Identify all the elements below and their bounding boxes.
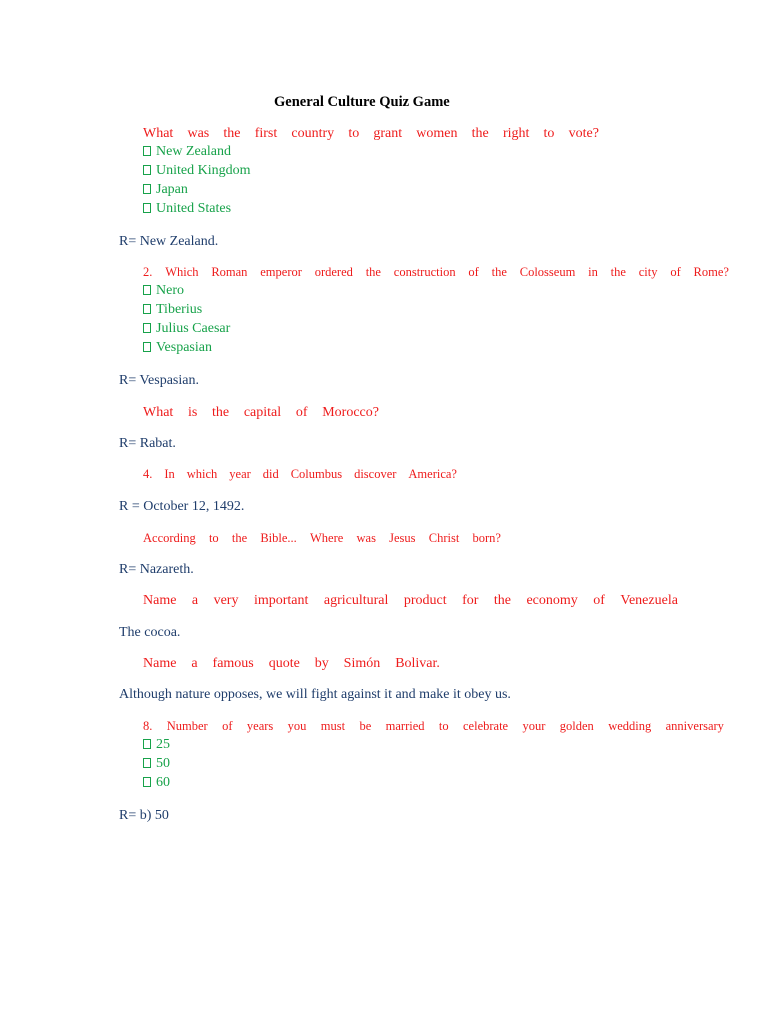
question-word: you [287, 719, 307, 733]
option-q2-4 [143, 341, 212, 355]
option-label: 50 [156, 756, 170, 771]
option-label: United States [156, 201, 232, 216]
question-6 [143, 594, 678, 608]
question-word: vote? [568, 126, 599, 141]
answer-1: R= New Zealand. [119, 234, 219, 249]
question-word: of [593, 593, 605, 608]
question-word: celebrate [463, 719, 509, 733]
question-word: of [468, 265, 479, 279]
question-word: in [588, 265, 598, 279]
question-word: What [143, 405, 174, 420]
checkbox-icon [143, 165, 151, 175]
option-label: Julius Caesar [156, 321, 231, 336]
question-word: did [262, 467, 279, 481]
question-word: Venezuela [620, 593, 678, 608]
question-word: famous [212, 656, 254, 671]
question-word: to [208, 531, 219, 545]
option-q8-2 [143, 757, 170, 771]
question-word: the [491, 265, 507, 279]
option-label: United Kingdom [156, 163, 251, 178]
question-word: which [186, 467, 218, 481]
question-word: years [246, 719, 274, 733]
question-word: the [212, 405, 230, 420]
question-word: In [164, 467, 175, 481]
answer-5: R= Nazareth. [119, 562, 194, 577]
question-word: was [356, 531, 376, 545]
question-word: Rome? [693, 265, 729, 279]
question-word: America? [408, 467, 457, 481]
question-word: 4. [143, 467, 153, 481]
question-word: Roman [211, 265, 248, 279]
option-q1-2 [143, 164, 251, 178]
question-word: was [187, 126, 210, 141]
question-word: of [295, 405, 308, 420]
checkbox-icon [143, 739, 151, 749]
question-2 [143, 266, 729, 279]
checkbox-icon [143, 304, 151, 314]
question-word: wedding [608, 719, 652, 733]
question-word: product [403, 593, 447, 608]
option-q8-1 [143, 738, 170, 752]
question-word: married [385, 719, 425, 733]
question-word: golden [559, 719, 594, 733]
checkbox-icon [143, 203, 151, 213]
question-word: According [143, 531, 196, 545]
question-word: Bolivar. [395, 656, 440, 671]
answer-2: R= Vespasian. [119, 373, 199, 388]
question-word: country [291, 126, 335, 141]
question-word: to [543, 126, 555, 141]
option-label: Tiberius [156, 302, 203, 317]
question-word: Simón [343, 656, 381, 671]
answer-7: Although nature opposes, we will fight against it and make it obey us. [119, 687, 511, 702]
option-q8-3 [143, 776, 170, 790]
question-word: born? [472, 531, 501, 545]
question-word: must [320, 719, 346, 733]
question-word: What [143, 126, 174, 141]
question-word: the [471, 126, 489, 141]
question-word: agricultural [323, 593, 389, 608]
answer-8: R= b) 50 [119, 808, 169, 823]
question-word: of [222, 719, 233, 733]
checkbox-icon [143, 323, 151, 333]
question-word: grant [373, 126, 403, 141]
question-3 [143, 406, 379, 420]
question-word: for [462, 593, 479, 608]
question-word: ordered [314, 265, 353, 279]
checkbox-icon [143, 342, 151, 352]
option-q2-1 [143, 284, 184, 298]
option-label: Vespasian [156, 340, 212, 355]
question-word: discover [354, 467, 397, 481]
question-word: by [314, 656, 329, 671]
question-word: right [502, 126, 530, 141]
question-word: your [522, 719, 546, 733]
question-word: Bible... [260, 531, 297, 545]
question-word: first [254, 126, 278, 141]
checkbox-icon [143, 285, 151, 295]
question-word: economy [526, 593, 578, 608]
question-word: the [231, 531, 248, 545]
question-word: a [191, 656, 198, 671]
question-word: very [213, 593, 239, 608]
option-q1-3 [143, 183, 188, 197]
question-word: 2. [143, 265, 153, 279]
answer-6: The cocoa. [119, 625, 181, 640]
question-word: city [638, 265, 658, 279]
page-title: General Culture Quiz Game [274, 94, 450, 110]
question-word: anniversary [665, 719, 724, 733]
option-label: New Zealand [156, 144, 232, 159]
option-q1-1 [143, 145, 231, 159]
option-label: Japan [156, 182, 188, 197]
question-word: women [416, 126, 458, 141]
question-word: the [610, 265, 626, 279]
question-word: be [359, 719, 372, 733]
question-word: capital [243, 405, 282, 420]
checkbox-icon [143, 184, 151, 194]
checkbox-icon [143, 777, 151, 787]
answer-4: R = October 12, 1492. [119, 499, 245, 514]
option-q1-4 [143, 202, 231, 216]
question-word: Christ [428, 531, 460, 545]
question-word: the [365, 265, 381, 279]
question-word: Jesus [389, 531, 416, 545]
option-q2-2 [143, 303, 202, 317]
question-word: important [253, 593, 309, 608]
answer-3: R= Rabat. [119, 436, 176, 451]
question-7 [143, 657, 440, 671]
option-q2-3 [143, 322, 230, 336]
checkbox-icon [143, 758, 151, 768]
question-word: is [188, 405, 198, 420]
option-label: Nero [156, 283, 184, 298]
question-word: the [493, 593, 511, 608]
question-word: of [670, 265, 681, 279]
question-word: a [191, 593, 199, 608]
question-5 [143, 532, 501, 545]
question-word: to [348, 126, 360, 141]
question-word: 8. [143, 719, 153, 733]
question-word: Name [143, 593, 177, 608]
question-word: Columbus [290, 467, 343, 481]
option-label: 25 [156, 737, 170, 752]
question-word: Colosseum [519, 265, 576, 279]
question-word: emperor [260, 265, 302, 279]
question-word: Name [143, 656, 177, 671]
question-1 [143, 127, 599, 141]
option-label: 60 [156, 775, 170, 790]
question-word: Number [166, 719, 208, 733]
checkbox-icon [143, 146, 151, 156]
question-8 [143, 720, 724, 733]
question-word: year [229, 467, 251, 481]
question-word: Which [165, 265, 199, 279]
question-4 [143, 468, 457, 481]
question-word: to [438, 719, 449, 733]
question-word: quote [268, 656, 300, 671]
question-word: construction [393, 265, 456, 279]
question-word: Morocco? [322, 405, 379, 420]
question-word: Where [310, 531, 344, 545]
question-word: the [223, 126, 241, 141]
